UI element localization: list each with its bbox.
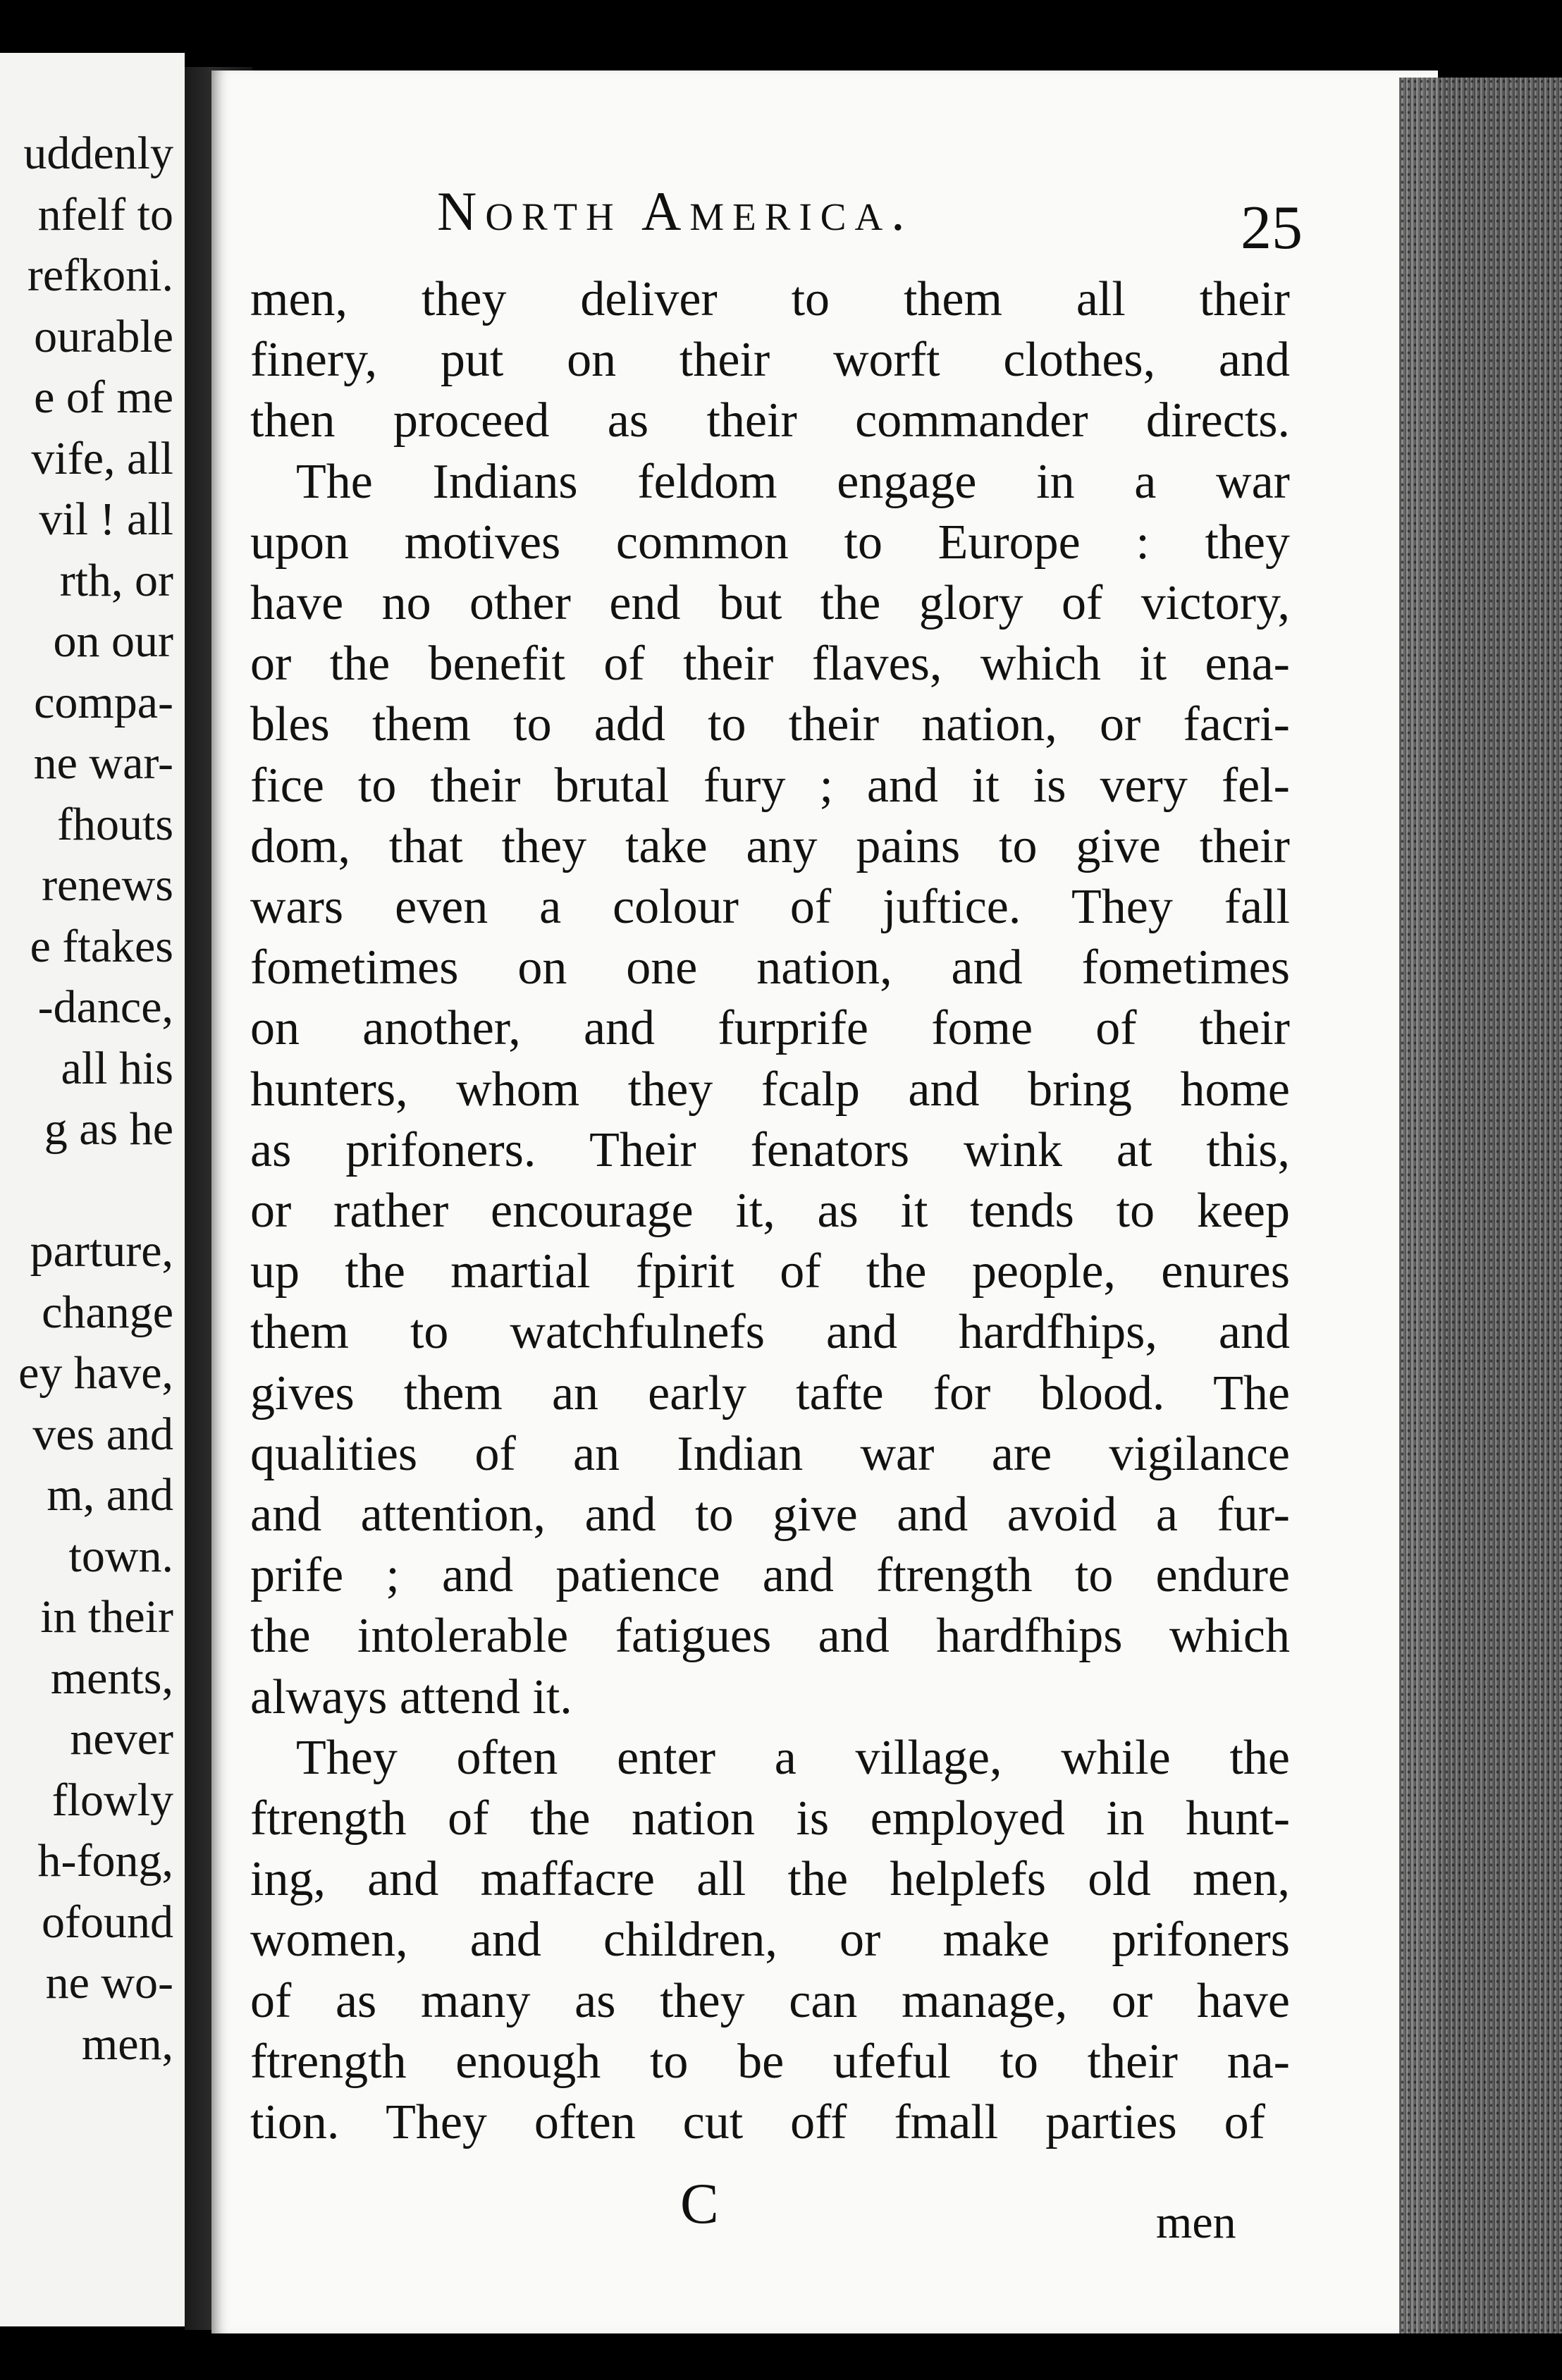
facing-page-line: h-fong, [37,1835,173,1887]
body-line: dom, that they take any pains to give their [250,818,1290,873]
body-line: They often enter a village, while the [296,1730,1290,1785]
body-line: up the martial fpirit of the people, enures [250,1244,1290,1299]
facing-page-line: e ftakes [30,920,173,972]
running-head: North America. [437,180,914,242]
facing-page-line: refkoni. [27,250,173,301]
body-line: or the benefit of their flaves, which it ena- [250,637,1290,692]
facing-page-line: -dance, [37,981,173,1033]
page-number: 25 [1241,194,1303,262]
body-line: on another, and furprife fome of their [250,1001,1290,1056]
body-line: of as many as they can manage, or have [250,1973,1290,2028]
facing-page-line: fhouts [57,798,173,850]
facing-page-line: change [42,1286,173,1338]
facing-page-line: town. [68,1530,173,1582]
body-line: men, they deliver to them all their [250,272,1290,326]
facing-page-line: on our [53,615,173,667]
body-line: them to watchfulnefs and hardfhips, and [250,1305,1290,1360]
facing-page-line: vil ! all [39,493,173,545]
facing-page-line: flowly [51,1774,173,1826]
body-line: prife ; and patience and ftrength to endure [250,1548,1290,1603]
body-line: then proceed as their commander directs. [250,393,1290,448]
body-line: wars even a colour of juftice. They fall [250,880,1290,934]
body-line: gives them an early tafte for blood. The [250,1366,1290,1421]
facing-page-line: ne war- [33,737,173,789]
facing-page-line: vife, all [31,432,173,484]
facing-page-line: ne wo- [45,1957,173,2008]
facing-page-line: all his [61,1042,173,1094]
body-line: or rather encourage it, as it tends to keep [250,1184,1290,1238]
facing-page-line: renews [42,859,173,911]
body-line: fometimes on one nation, and fometimes [250,940,1290,995]
facing-page-line: uddenly [23,128,173,179]
facing-page-line: ments, [50,1652,173,1704]
body-line: as prifoners. Their fenators wink at this, [250,1122,1290,1177]
facing-page-line: ey have, [18,1347,173,1399]
facing-page-line: ves and [32,1408,173,1460]
body-line: ing, and maffacre all the helplefs old men, [250,1852,1290,1907]
body-line: ftrength enough to be ufeful to their na- [250,2034,1290,2089]
body-line: ftrength of the nation is employed in hunt- [250,1791,1290,1846]
facing-page-line: in their [40,1591,173,1643]
body-line: qualities of an Indian war are vigilance [250,1426,1290,1481]
facing-page-line: g as he [44,1103,173,1155]
body-line: hunters, whom they fcalp and bring home [250,1062,1290,1117]
body-line: always attend it. [250,1669,572,1724]
facing-page-line: ourable [34,310,173,362]
body-line: upon motives common to Europe : they [250,515,1290,570]
body-line: tion. They often cut off fmall parties of [250,2095,1265,2149]
body-line: fice to their brutal fury ; and it is very fel- [250,758,1290,813]
facing-page-line: ofound [42,1896,173,1948]
facing-page-line: compa- [34,676,173,728]
body-line: women, and children, or make prifoners [250,1913,1290,1968]
page-fore-edge-texture [1399,78,1562,2333]
body-line: the intolerable fatigues and hardfhips which [250,1609,1290,1664]
facing-page [0,53,185,2326]
body-line: and attention, and to give and avoid a fur- [250,1488,1290,1542]
facing-page-line: rth, or [59,554,173,606]
facing-page-line: parture, [30,1225,173,1277]
catchword: men [1156,2197,1236,2248]
body-line: have no other end but the glory of victory, [250,576,1290,630]
body-line: finery, put on their worft clothes, and [250,333,1290,388]
facing-page-line: nfelf to [37,188,173,240]
facing-page-line: e of me [34,372,173,423]
signature-mark: C [680,2171,719,2235]
facing-page-line: men, [81,2018,173,2070]
facing-page-line: never [70,1713,173,1765]
body-line: The Indians feldom engage in a war [296,454,1290,509]
facing-page-line: m, and [47,1469,173,1521]
body-line: bles them to add to their nation, or facri- [250,697,1290,752]
